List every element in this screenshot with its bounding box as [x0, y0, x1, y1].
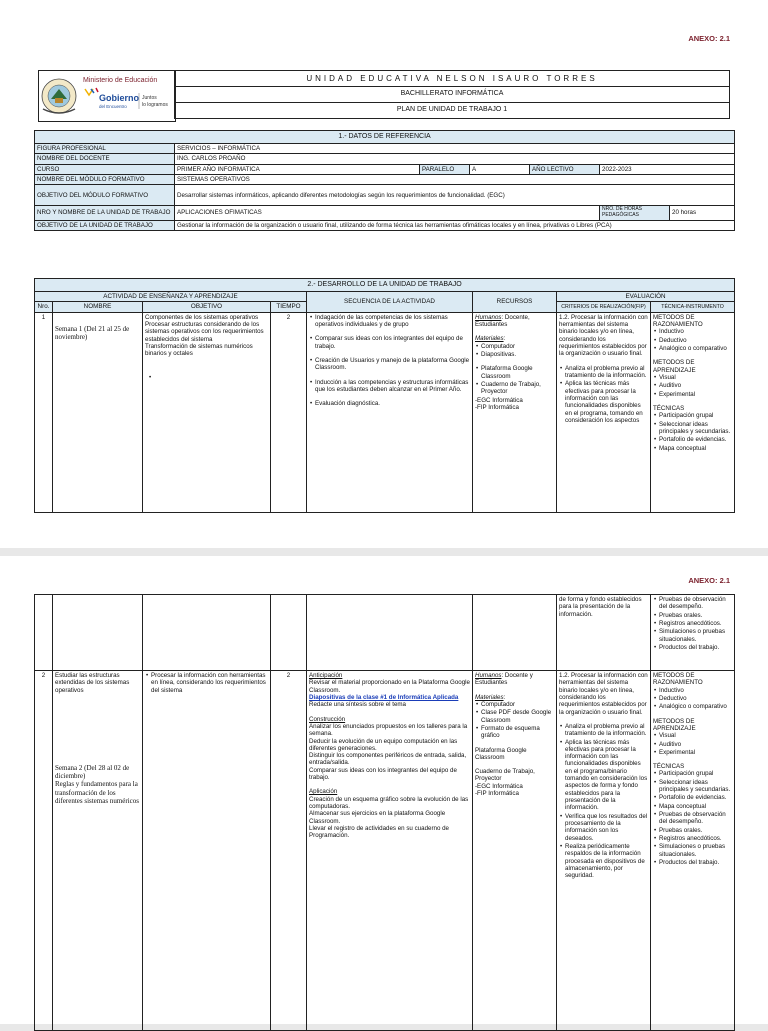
nro-header: Nro.	[35, 302, 53, 312]
list-item: • Analógico o comparativo	[659, 345, 732, 352]
curso-value: PRIMER AÑO INFORMATICA	[175, 164, 420, 174]
criterio-intro: 1.2. Procesar la información con herramientas del sistema binario locales y/o en línea, considerando los requerimientos establecidos por la organización o usuario final.	[559, 672, 648, 716]
docente-label: NOMBRE DEL DOCENTE	[35, 154, 175, 164]
list-item: • Plataforma Google Classroom	[481, 365, 554, 380]
list-item: • Inductivo	[659, 687, 732, 694]
ministry-text: Ministerio de Educación	[83, 77, 158, 84]
list-item: • Auditivo	[659, 741, 732, 748]
construccion-4: Comparar sus ideas con los integrantes del equipo de trabajo.	[309, 766, 457, 782]
list-item: • Clase PDF desde Google Classroom	[481, 709, 554, 724]
development-table	[34, 278, 735, 513]
humanos-label: Humanos	[475, 672, 502, 679]
aplicacion-3: Llevar el registro de actividades en su cuaderno de Programación.	[309, 824, 449, 840]
list-item: • Portafolio de evidencias.	[659, 794, 732, 801]
row1-objetivo-2: Procesar estructuras considerando de los sistemas operativos con los requerimientos establecidos del sistema	[145, 321, 264, 343]
humanos-value: : Docente, Estudiantes	[475, 313, 530, 329]
list-item: • Deductivo	[659, 337, 732, 344]
program-name: BACHILLERATO INFORMÁTICA	[175, 87, 730, 103]
actividad-header: ACTIVIDAD DE ENSEÑANZA Y APRENDIZAJE	[35, 292, 307, 302]
docente-value: ING. CARLOS PROAÑO	[175, 154, 735, 164]
anticipacion-2: Redacte una síntesis sobre el tema	[309, 701, 406, 709]
row2-tecnicas	[651, 671, 735, 1031]
row2-nombre-a: Estudiar las estructuras extendidas de los sistemas operativos	[55, 672, 130, 694]
construccion-2: Deducir la evolución de un equipo computación en las diferentes generaciones.	[309, 737, 458, 752]
row1-tiempo: 2	[271, 312, 307, 512]
list-item: • Analiza el problema previo al tratamiento de la información.	[565, 723, 648, 738]
list-item: • Visual	[659, 374, 732, 381]
row2-nombre-c: Reglas y fundamentos para la transformación de los diferentes sistemas numéricos	[55, 780, 139, 805]
recurso-cuaderno: Cuaderno de Trabajo, Proyector	[475, 768, 535, 783]
aplicacion-title: Aplicación	[309, 788, 338, 796]
list-item: • Computador	[481, 343, 554, 350]
gov-text: Gobierno	[99, 93, 139, 103]
list-item: • Participación grupal	[659, 770, 732, 777]
development-table-continued	[34, 594, 735, 1031]
recurso-plataforma: Plataforma Google Classroom	[475, 746, 527, 761]
reference-title: 1.- DATOS DE REFERENCIA	[35, 131, 735, 144]
metodos-aprendizaje: METODOS DE APRENDIZAJE	[653, 717, 696, 732]
list-item: • Pruebas de observación del desempeño.	[659, 596, 732, 611]
motto-1-text: Juntos	[142, 95, 157, 101]
row2-tiempo: 2	[271, 671, 307, 1031]
tecnicas-label: TÉCNICAS	[653, 404, 685, 412]
metodos-razonamiento: METODOS DE RAZONAMIENTO	[653, 313, 703, 329]
list-item: • Portafolio de evidencias.	[659, 436, 732, 443]
list-item: • Participación grupal	[659, 412, 732, 419]
figura-label: FIGURA PROFESIONAL	[35, 144, 175, 154]
row2-criterios	[557, 671, 651, 1031]
humanos-label: Humanos	[475, 313, 502, 321]
row1-recursos: Humanos: Docente, Estudiantes Materiales: • Computador • Diapositivas. • Plataforma Google Classroom • Cuaderno de Trabajo, Proyector -EGC Informática -FIP Informática	[473, 312, 557, 512]
cont-criterios: de forma y fondo establecidos para la presentación de la información.	[557, 595, 651, 671]
paralelo-value: A	[470, 164, 530, 174]
row1-nombre: Semana 1 (Del 21 al 25 de noviembre)	[53, 312, 143, 512]
list-item: • Evaluación diagnóstica.	[315, 400, 470, 407]
row1-tecnicas	[651, 312, 735, 512]
evaluacion-header: EVALUACIÓN	[557, 292, 735, 302]
list-item: • Deductivo	[659, 695, 732, 702]
anio-label: AÑO LECTIVO	[530, 164, 600, 174]
recursos-header: RECURSOS	[473, 292, 557, 313]
row2-recursos: Humanos: Docente y Estudiantes Materiales: • Computador • Clase PDF desde Google Classroom • Formato de esquema gráfico Plataforma Google Classroom Cuaderno de Trabajo, Proyector -EGC Informática -FIP Informática	[473, 671, 557, 1031]
row2-nro: 2	[35, 671, 53, 1031]
document-page-2	[0, 556, 768, 1024]
objetivo-modulo-label: OBJETIVO DEL MÓDULO FORMATIVO	[35, 185, 175, 206]
development-title: 2.- DESARROLLO DE LA UNIDAD DE TRABAJO	[35, 279, 735, 292]
list-item: • Realiza periódicamente respaldos de la información procesada en dispositivos de almacenamiento, por seguridad.	[565, 843, 648, 880]
aplicacion-1: Creación de un esquema gráfico sobre la evolución de las computadoras.	[309, 795, 469, 810]
recurso-fip: -FIP Informática	[475, 403, 519, 411]
figura-value: SERVICIOS – INFORMÁTICA	[175, 144, 735, 154]
horas-value: 20 horas	[670, 206, 735, 221]
construccion-3: Distinguir los componentes periféricos de entrada, salida, entrada/salida.	[309, 752, 467, 767]
recurso-egc: -EGC Informática	[475, 396, 523, 404]
list-item: • Cuaderno de Trabajo, Proyector	[481, 381, 554, 396]
modulo-value: SISTEMAS OPERATIVOS	[175, 174, 735, 184]
objetivo-unidad-value: Gestionar la información de la organización o usuario final, utilizando de forma técnica las herramientas ofimáticas locales y en línea, privativas o Libres (PCA)	[175, 221, 735, 231]
recurso-fip: -FIP Informática	[475, 790, 519, 798]
list-item: • Computador	[481, 701, 554, 708]
list-item: • Productos del trabajo.	[659, 644, 732, 651]
criterios-header: CRITERIOS DE REALIZACIÓN(FIP)	[557, 302, 651, 312]
list-item: • Mapa conceptual	[659, 803, 732, 810]
cont-tecnicas	[651, 595, 735, 671]
motto-2-text: lo logramos	[142, 102, 168, 108]
header-table	[174, 70, 730, 119]
recurso-egc: -EGC Informática	[475, 782, 523, 790]
row1-secuencia	[307, 312, 473, 512]
anticipacion-title: Anticipación	[309, 672, 343, 679]
table-row	[35, 671, 735, 1031]
construccion-title: Construcción	[309, 715, 346, 723]
list-item: • Experimental	[659, 391, 732, 398]
list-item: • Inductivo	[659, 328, 732, 335]
list-item: • Inducción a las competencias y estructuras informáticas que los estudiantes deben alcanzar en el Primer Año.	[315, 379, 470, 394]
row2-nombre	[53, 671, 143, 1031]
list-item: • Pruebas orales.	[659, 827, 732, 834]
diapositivas-link[interactable]: Diapositivas de la clase #1 de Informática Aplicada	[309, 693, 459, 701]
reference-table	[34, 130, 735, 231]
objetivo-unidad-label: OBJETIVO DE LA UNIDAD DE TRABAJO	[35, 221, 175, 231]
modulo-label: NOMBRE DEL MÓDULO FORMATIVO	[35, 174, 175, 184]
list-item: • Comparar sus ideas con los integrantes del equipo de trabajo.	[315, 335, 470, 350]
list-item: • Aplica las técnicas más efectivas para procesar la información con las funcionalidades disponibles en el programa/binario tomando en consideración los aspectos de forma y fondo establecidos para la presentación de la información.	[565, 739, 648, 812]
list-item: • Analógico o comparativo	[659, 703, 732, 710]
school-seal-icon	[39, 71, 175, 121]
tecnicas-label: TÉCNICAS	[653, 763, 685, 771]
list-item: • Procesar la información con herramientas en línea, considerando los requerimientos del sistema	[151, 672, 268, 694]
list-item: • Auditivo	[659, 382, 732, 389]
gov-sub-text: del Encuentro	[99, 104, 127, 109]
criterio-intro: 1.2. Procesar la información con herramientas del sistema binario locales y/o en línea, considerando los requerimientos establecidos por la organización o usuario final.	[559, 313, 648, 358]
tecnica-header: TÉCNICA-INSTRUMENTO	[651, 302, 735, 312]
list-item: • Formato de esquema gráfico	[481, 725, 554, 740]
annex-label: ANEXO: 2.1	[688, 576, 730, 585]
row2-secuencia	[307, 671, 473, 1031]
metodos-aprendizaje: METODOS DE APRENDIZAJE	[653, 359, 696, 374]
construccion-1: Analizar los enunciados propuestos en los talleres para la semana.	[309, 722, 468, 738]
objetivo-modulo-value: Desarrollar sistemas informáticos, aplicando diferentes metodologías según los requerimientos de funcionalidad. (EGC)	[175, 185, 735, 206]
annex-label: ANEXO: 2.1	[688, 34, 730, 43]
humanos-value: : Docente y Estudiantes	[475, 672, 533, 687]
row1-objetivo	[143, 312, 271, 512]
objetivo-header: OBJETIVO	[143, 302, 271, 312]
list-item: • Seleccionar ideas principales y secundarias.	[659, 421, 732, 436]
list-item: • Pruebas orales.	[659, 612, 732, 619]
materiales-label: Materiales	[475, 335, 504, 343]
row1-objetivo-3: Transformación de sistemas numéricos binarios y octales	[145, 343, 253, 358]
unidad-label: NRO Y NOMBRE DE LA UNIDAD DE TRABAJO	[35, 206, 175, 221]
tiempo-header: TIEMPO	[271, 302, 307, 312]
list-item: • Registros anecdóticos.	[659, 620, 732, 627]
horas-label: NRO. DE HORAS PEDAGÓGICAS	[600, 206, 670, 221]
list-item: • Indagación de las competencias de los sistemas operativos individuales y de grupo	[315, 314, 470, 329]
row1-objetivo-bullet: •	[149, 373, 152, 381]
aplicacion-2: Almacenar sus ejercicios en la plataforma Google Classroom.	[309, 810, 446, 825]
row1-objetivo-1: Componentes de los sistemas operativos	[145, 313, 259, 321]
list-item: • Mapa conceptual	[659, 445, 732, 452]
table-row	[35, 312, 735, 512]
list-item: • Verifica que los resultados del procesamiento de la información son los deseados.	[565, 813, 648, 842]
school-name: UNIDAD EDUCATIVA NELSON ISAURO TORRES	[175, 71, 730, 87]
anio-value: 2022-2023	[600, 164, 735, 174]
list-item: • Simulaciones o pruebas situacionales.	[659, 843, 732, 858]
list-item: • Experimental	[659, 749, 732, 756]
unidad-value: APLICACIONES OFIMATICAS	[175, 206, 600, 221]
row1-nro: 1	[35, 312, 53, 512]
list-item: • Productos del trabajo.	[659, 859, 732, 866]
list-item: • Registros anecdóticos.	[659, 835, 732, 842]
paralelo-label: PARALELO	[420, 164, 470, 174]
plan-title: PLAN DE UNIDAD DE TRABAJO 1	[175, 103, 730, 119]
list-item: • Seleccionar ideas principales y secundarias.	[659, 779, 732, 794]
list-item: • Creación de Usuarios y manejo de la plataforma Google Classroom.	[315, 357, 470, 372]
curso-label: CURSO	[35, 164, 175, 174]
row2-objetivo	[143, 671, 271, 1031]
row1-criterios	[557, 312, 651, 512]
list-item: • Diapositivas.	[481, 351, 554, 358]
table-row	[35, 595, 735, 671]
list-item: • Aplica las técnicas más efectivas para procesar la información con las funcionalidades disponibles en el programa, tomando en consideración los aspectos	[565, 380, 648, 424]
list-item: • Simulaciones o pruebas situacionales.	[659, 628, 732, 643]
secuencia-header: SECUENCIA DE LA ACTIVIDAD	[307, 292, 473, 313]
list-item: • Visual	[659, 732, 732, 739]
anticipacion-1: Revisar el material proporcionado en la Plataforma Google Classroom.	[309, 679, 470, 694]
list-item: • Pruebas de observación del desempeño.	[659, 811, 732, 826]
ministry-logo	[38, 70, 176, 122]
row2-nombre-b: Semana 2 (Del 28 al 02 de diciembre)	[55, 763, 130, 781]
list-item: • Analiza el problema previo al tratamiento de la información.	[565, 365, 648, 380]
metodos-razonamiento: METODOS DE RAZONAMIENTO	[653, 672, 703, 687]
nombre-header: NOMBRE	[53, 302, 143, 312]
materiales-label: Materiales	[475, 693, 504, 701]
